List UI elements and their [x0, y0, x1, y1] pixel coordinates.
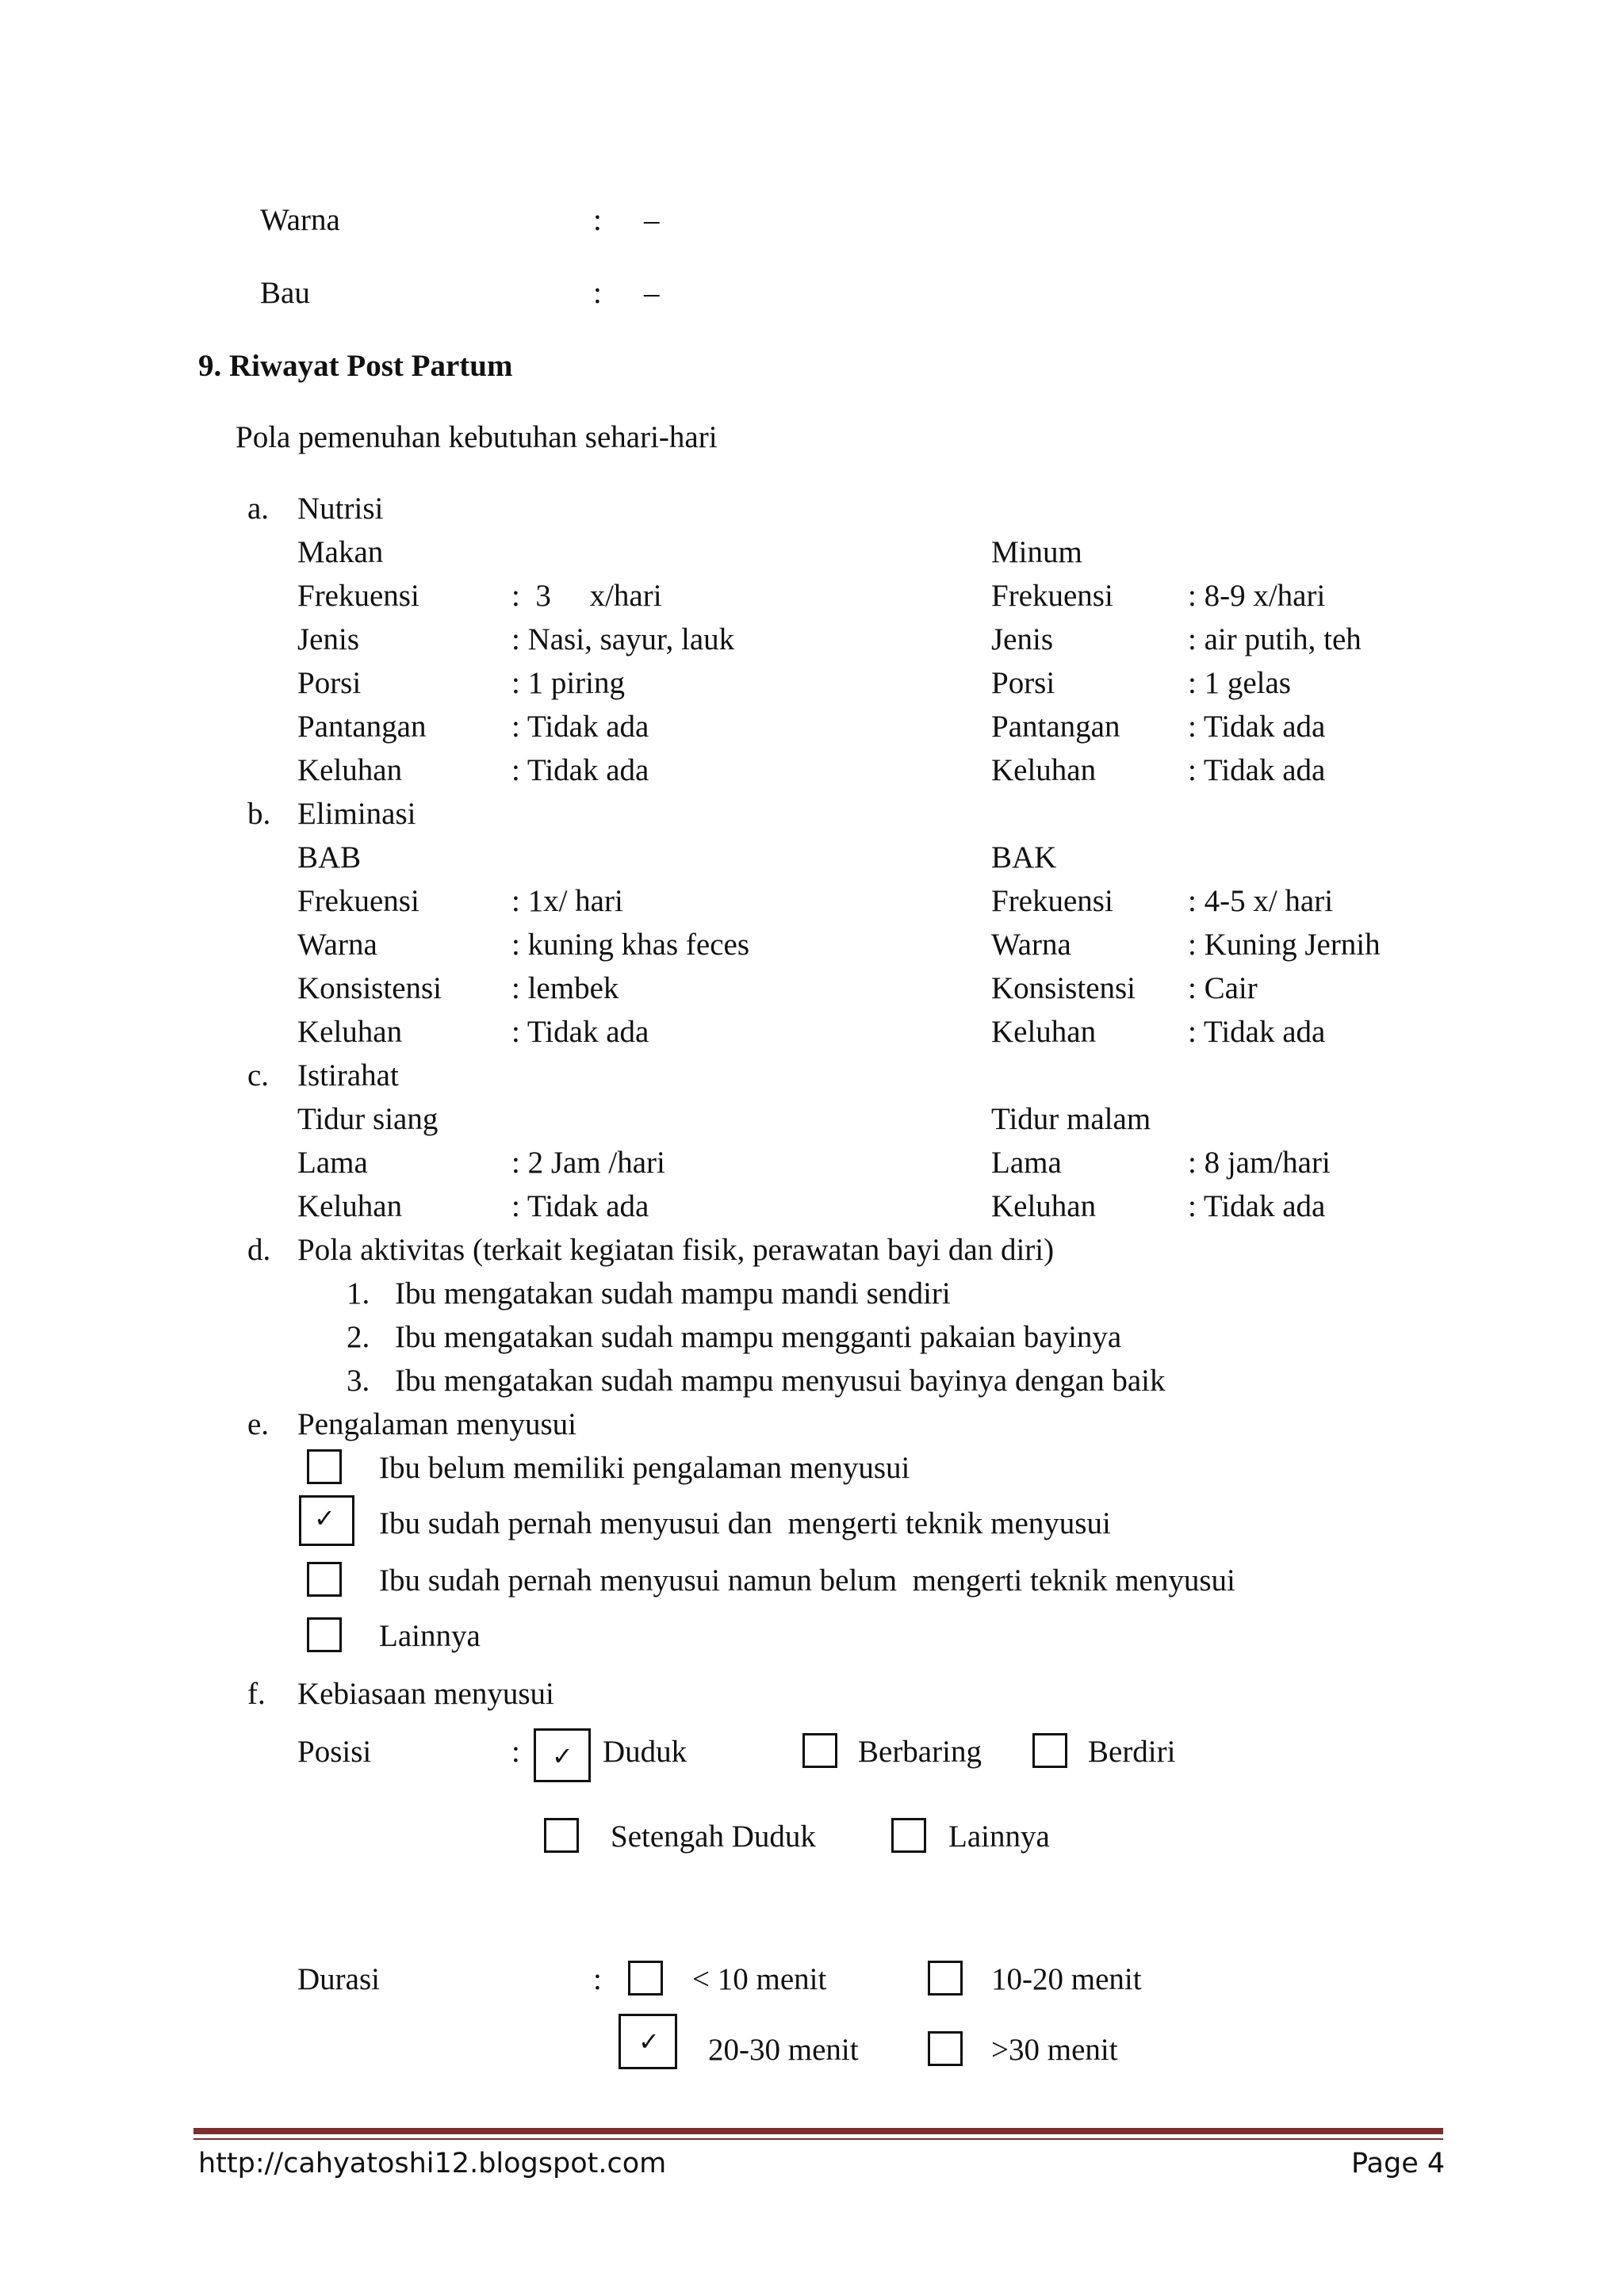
- istirahat-left-label: Keluhan: [297, 1189, 403, 1223]
- nutrisi-right-value: : air putih, teh: [1188, 622, 1362, 656]
- footer-url[interactable]: http://cahyatoshi12.blogspot.com: [198, 2148, 667, 2179]
- nutrisi-right-label: Frekuensi: [991, 579, 1113, 613]
- eliminasi-marker: b.: [247, 797, 271, 831]
- nutrisi-right-label: Pantangan: [991, 710, 1120, 744]
- pengalaman-option: Ibu belum memiliki pengalaman menyusui: [379, 1451, 910, 1485]
- durasi-checkbox[interactable]: [928, 1961, 963, 1996]
- eliminasi-left-label: Keluhan: [297, 1015, 403, 1049]
- eliminasi-left-value: : kuning khas feces: [511, 928, 750, 962]
- eliminasi-title: Eliminasi: [297, 797, 416, 831]
- durasi-option: 10-20 menit: [991, 1962, 1142, 1996]
- durasi-option: < 10 menit: [692, 1962, 827, 1996]
- posisi-option: Setengah Duduk: [611, 1820, 816, 1854]
- nutrisi-left-value: : 1 piring: [511, 666, 625, 700]
- pengalaman-title: Pengalaman menyusui: [297, 1407, 577, 1441]
- posisi-sep: :: [511, 1735, 520, 1769]
- eliminasi-right-label: Konsistensi: [991, 971, 1136, 1005]
- nutrisi-right-value: : Tidak ada: [1188, 753, 1326, 787]
- nutrisi-right-value: : Tidak ada: [1188, 710, 1326, 744]
- durasi-checkbox[interactable]: [628, 1961, 663, 1996]
- kebiasaan-title: Kebiasaan menyusui: [297, 1677, 554, 1711]
- bau-value: –: [644, 276, 660, 310]
- istirahat-right-value: : Tidak ada: [1188, 1189, 1326, 1223]
- pengalaman-checkbox-checked[interactable]: [299, 1495, 354, 1546]
- aktivitas-item-text: Ibu mengatakan sudah mampu mengganti pakaian bayinya: [395, 1320, 1122, 1354]
- nutrisi-marker: a.: [247, 492, 270, 526]
- durasi-checkbox-checked[interactable]: [619, 2014, 677, 2069]
- eliminasi-left-value: : Tidak ada: [511, 1015, 649, 1049]
- nutrisi-left-value: : Nasi, sayur, lauk: [511, 622, 735, 656]
- eliminasi-right-value: : Tidak ada: [1188, 1015, 1326, 1049]
- check-icon: ✓: [552, 1741, 573, 1771]
- kebiasaan-marker: f.: [247, 1677, 266, 1711]
- eliminasi-left-label: Frekuensi: [297, 884, 419, 918]
- footer-rule-thick: [193, 2128, 1443, 2134]
- durasi-label: Durasi: [297, 1962, 380, 1996]
- istirahat-right-label: Lama: [991, 1146, 1062, 1180]
- istirahat-right-label: Keluhan: [991, 1189, 1097, 1223]
- eliminasi-right-label: Frekuensi: [991, 884, 1113, 918]
- nutrisi-left-label: Pantangan: [297, 710, 427, 744]
- eliminasi-right-label: Keluhan: [991, 1015, 1097, 1049]
- aktivitas-item-text: Ibu mengatakan sudah mampu menyusui bayinya dengan baik: [395, 1364, 1166, 1398]
- nutrisi-right-label: Jenis: [991, 622, 1053, 656]
- posisi-label: Posisi: [297, 1735, 372, 1769]
- eliminasi-right-value: : Kuning Jernih: [1188, 928, 1381, 962]
- durasi-option: >30 menit: [991, 2033, 1118, 2067]
- warna-sep: :: [593, 203, 602, 237]
- istirahat-left-head: Tidur siang: [297, 1102, 439, 1136]
- posisi-checkbox[interactable]: [891, 1818, 926, 1853]
- pengalaman-checkbox[interactable]: [307, 1617, 342, 1652]
- warna-label: Warna: [260, 203, 340, 237]
- pengalaman-option: Ibu sudah pernah menyusui namun belum mengerti teknik menyusui: [379, 1563, 1235, 1598]
- eliminasi-left-head: BAB: [297, 840, 362, 874]
- posisi-option: Berbaring: [858, 1735, 982, 1769]
- istirahat-left-value: : 2 Jam /hari: [511, 1146, 665, 1180]
- eliminasi-left-value: : lembek: [511, 971, 619, 1005]
- eliminasi-right-head: BAK: [991, 840, 1057, 874]
- warna-value: –: [644, 203, 660, 237]
- durasi-option: 20-30 menit: [708, 2033, 859, 2067]
- nutrisi-left-value: : 3 x/hari: [511, 579, 662, 613]
- nutrisi-right-head: Minum: [991, 535, 1082, 569]
- nutrisi-right-label: Keluhan: [991, 753, 1097, 787]
- nutrisi-left-value: : Tidak ada: [511, 710, 649, 744]
- footer-page-number: Page 4: [1351, 2148, 1446, 2179]
- aktivitas-item-num: 2.: [347, 1320, 370, 1354]
- posisi-checkbox[interactable]: [802, 1733, 837, 1768]
- eliminasi-right-label: Warna: [991, 928, 1071, 962]
- aktivitas-item-num: 1.: [347, 1276, 370, 1311]
- istirahat-left-label: Lama: [297, 1146, 368, 1180]
- bau-sep: :: [593, 276, 602, 310]
- aktivitas-title: Pola aktivitas (terkait kegiatan fisik, perawatan bayi dan diri): [297, 1233, 1055, 1267]
- eliminasi-right-value: : 4-5 x/ hari: [1188, 884, 1334, 918]
- istirahat-left-value: : Tidak ada: [511, 1189, 649, 1223]
- nutrisi-left-label: Keluhan: [297, 753, 403, 787]
- aktivitas-item-text: Ibu mengatakan sudah mampu mandi sendiri: [395, 1276, 951, 1311]
- nutrisi-right-value: : 1 gelas: [1188, 666, 1291, 700]
- posisi-option: Berdiri: [1088, 1735, 1176, 1769]
- durasi-sep: :: [593, 1962, 602, 1996]
- nutrisi-left-label: Porsi: [297, 666, 362, 700]
- nutrisi-title: Nutrisi: [297, 492, 384, 526]
- check-icon: ✓: [314, 1503, 335, 1533]
- nutrisi-left-label: Jenis: [297, 622, 359, 656]
- nutrisi-right-value: : 8-9 x/hari: [1188, 579, 1326, 613]
- footer-rule-thin: [193, 2138, 1443, 2140]
- posisi-checkbox[interactable]: [544, 1818, 579, 1853]
- posisi-checkbox-checked[interactable]: [534, 1728, 591, 1782]
- check-icon: ✓: [638, 2026, 660, 2057]
- bau-label: Bau: [260, 276, 310, 310]
- eliminasi-right-value: : Cair: [1188, 971, 1258, 1005]
- istirahat-marker: c.: [247, 1058, 270, 1093]
- posisi-option: Lainnya: [948, 1820, 1050, 1854]
- aktivitas-marker: d.: [247, 1233, 271, 1267]
- pengalaman-marker: e.: [247, 1407, 270, 1441]
- eliminasi-left-label: Konsistensi: [297, 971, 442, 1005]
- eliminasi-left-label: Warna: [297, 928, 377, 962]
- istirahat-right-value: : 8 jam/hari: [1188, 1146, 1331, 1180]
- nutrisi-left-head: Makan: [297, 535, 384, 569]
- posisi-option: Duduk: [603, 1735, 688, 1769]
- section-intro: Pola pemenuhan kebutuhan sehari-hari: [236, 420, 718, 454]
- istirahat-title: Istirahat: [297, 1058, 399, 1093]
- nutrisi-left-value: : Tidak ada: [511, 753, 649, 787]
- eliminasi-left-value: : 1x/ hari: [511, 884, 623, 918]
- durasi-checkbox[interactable]: [928, 2031, 963, 2066]
- nutrisi-right-label: Porsi: [991, 666, 1055, 700]
- pengalaman-checkbox[interactable]: [307, 1562, 342, 1597]
- aktivitas-item-num: 3.: [347, 1364, 370, 1398]
- pengalaman-option: Ibu sudah pernah menyusui dan mengerti teknik menyusui: [379, 1506, 1111, 1540]
- pengalaman-checkbox[interactable]: [307, 1449, 342, 1484]
- posisi-checkbox[interactable]: [1032, 1733, 1067, 1768]
- nutrisi-left-label: Frekuensi: [297, 579, 419, 613]
- section-title: 9. Riwayat Post Partum: [198, 349, 513, 383]
- pengalaman-option: Lainnya: [379, 1619, 481, 1653]
- istirahat-right-head: Tidur malam: [991, 1102, 1151, 1136]
